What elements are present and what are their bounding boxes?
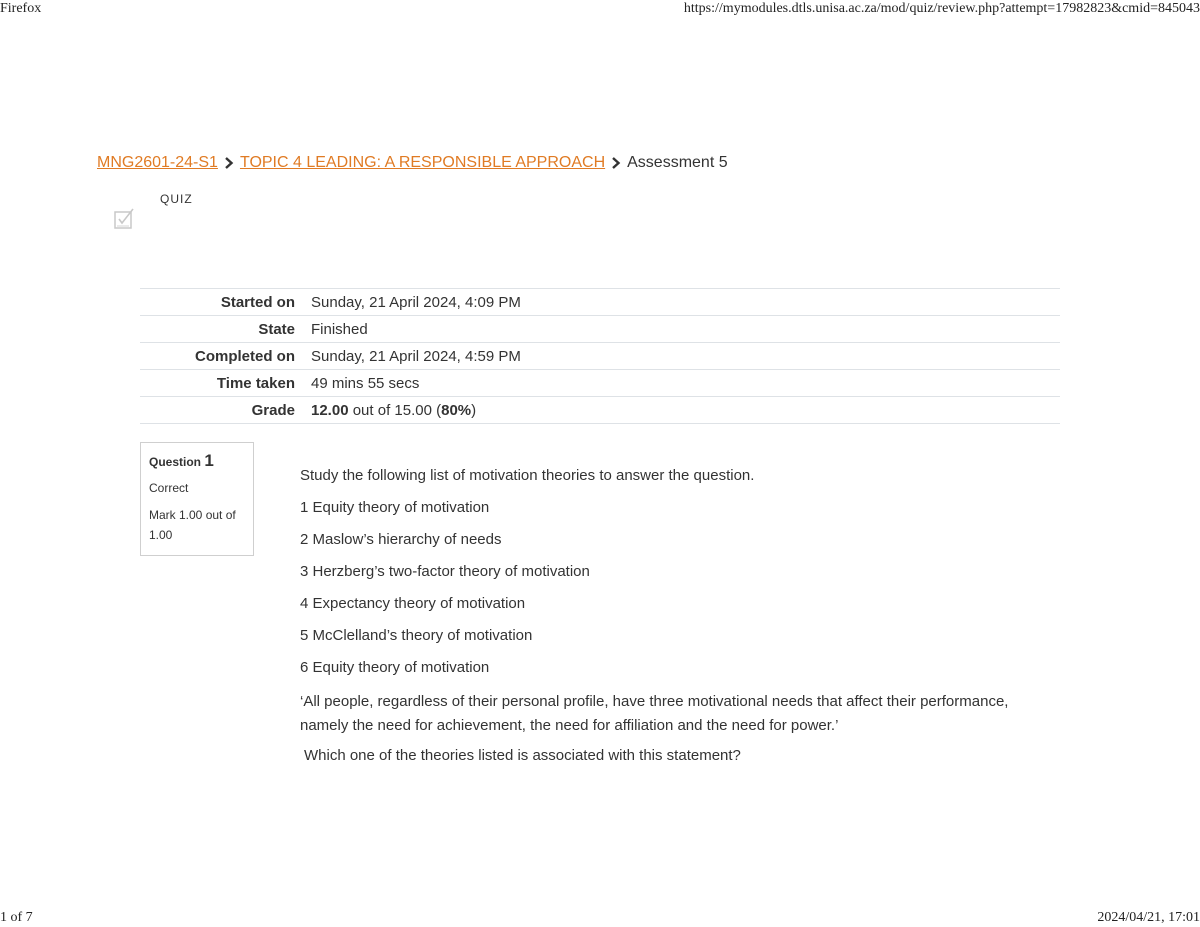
- list-item: 1 Equity theory of motivation: [300, 499, 490, 516]
- print-header-app: Firefox: [0, 1, 42, 16]
- chevron-right-icon: [605, 154, 627, 172]
- chevron-right-icon: [218, 154, 240, 172]
- attempt-summary-table: [140, 288, 1060, 424]
- question-text: [300, 466, 1020, 778]
- table-row: [140, 370, 1060, 397]
- grade-out-of: out of 15.00 (: [348, 401, 442, 419]
- question-intro: Study the following list of motivation theories to answer the question.: [300, 467, 755, 484]
- summary-value: 49 mins 55 secs: [311, 374, 420, 392]
- summary-label: Started on: [220, 293, 295, 311]
- print-footer-page: 1 of 7: [0, 910, 33, 925]
- grade-score: 12.00: [311, 401, 349, 419]
- question-info-box: [140, 442, 254, 556]
- breadcrumb: [97, 154, 728, 172]
- summary-label: Time taken: [216, 374, 295, 392]
- grade-label: Grade: [251, 401, 295, 419]
- table-row: [140, 343, 1060, 370]
- question-state: Correct: [149, 481, 189, 495]
- grade-value: [303, 397, 1060, 424]
- grade-close: ): [471, 401, 477, 419]
- list-item: 2 Maslow’s hierarchy of needs: [300, 531, 502, 548]
- summary-label: Completed on: [195, 347, 295, 365]
- breadcrumb-link-course[interactable]: MNG2601-24-S1: [97, 154, 218, 171]
- print-footer-datetime: 2024/04/21, 17:01: [1097, 910, 1200, 925]
- breadcrumb-current: Assessment 5: [627, 154, 728, 171]
- activity-type-label: QUIZ: [160, 192, 193, 206]
- summary-value: Sunday, 21 April 2024, 4:09 PM: [311, 293, 521, 311]
- grade-percent: 80%: [441, 401, 472, 419]
- question-number-value: 1: [204, 451, 214, 470]
- breadcrumb-link-topic[interactable]: TOPIC 4 LEADING: A RESPONSIBLE APPROACH: [239, 154, 606, 171]
- question-prefix: Question: [149, 455, 205, 469]
- question-grade: Mark 1.00 out of 1.00: [149, 508, 236, 542]
- table-row: [140, 289, 1060, 316]
- question-statement: ‘All people, regardless of their personal profile, have three motivational needs that affect their performance, namely the need for achievement, the need for affiliation and the need for power.’: [300, 693, 1009, 734]
- table-row: [140, 316, 1060, 343]
- list-item: 6 Equity theory of motivation: [300, 659, 490, 676]
- summary-label: State: [258, 320, 295, 338]
- question-prompt: Which one of the theories listed is associated with this statement?: [304, 747, 741, 764]
- print-header-url: https://mymodules.dtls.unisa.ac.za/mod/quiz/review.php?attempt=17982823&cmid=845043: [683, 1, 1200, 16]
- table-row: [140, 397, 1060, 424]
- quiz-icon: [112, 206, 136, 230]
- list-item: 4 Expectancy theory of motivation: [300, 595, 526, 612]
- summary-value: Sunday, 21 April 2024, 4:59 PM: [311, 347, 521, 365]
- list-item: 5 McClelland’s theory of motivation: [300, 627, 533, 644]
- question-number: [149, 451, 245, 471]
- list-item: 3 Herzberg’s two-factor theory of motivation: [300, 563, 590, 580]
- summary-value: Finished: [311, 320, 368, 338]
